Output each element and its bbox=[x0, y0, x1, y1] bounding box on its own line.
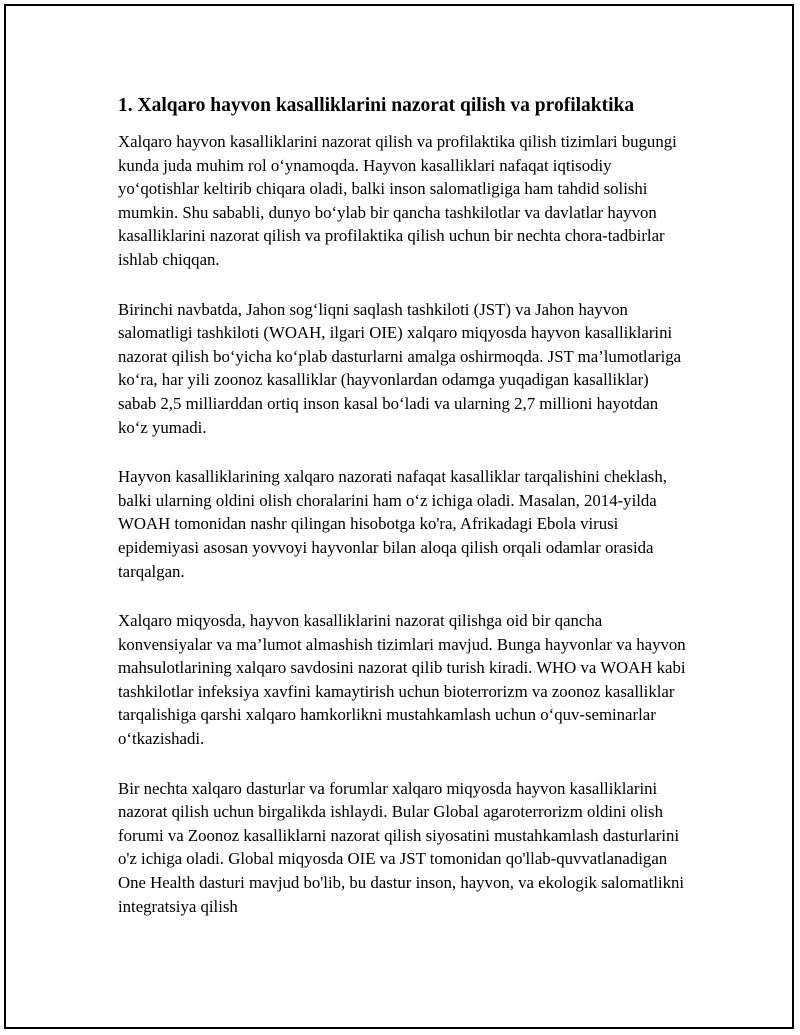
paragraph-3: Hayvon kasalliklarining xalqaro nazorati nafaqat kasalliklar tarqalishini cheklash, balki ularning oldini olish choralarini ham o‘z ichiga oladi. Masalan, 2014-yilda WOAH tomonidan nashr qilingan hisobotga ko'ra, Afrikadagi Ebola virusi epidemiyasi asosan yovvoyi hayvonlar bilan aloqa qilish orqali odamlar orasida tarqalgan. bbox=[118, 467, 667, 581]
paragraph-2: Birinchi navbatda, Jahon sog‘liqni saqlash tashkiloti (JST) va Jahon hayvon salomatligi tashkiloti (WOAH, ilgari OIE) xalqaro miqyosda hayvon kasalliklarini nazorat qilish bo‘yicha ko‘plab dasturlarni amalga oshirmoqda. JST ma’lumotlariga ko‘ra, har yili zoonoz kasalliklar (hayvonlardan odamga yuqadigan kasalliklar) sabab 2,5 milliarddan ortiq inson kasal bo‘ladi va ularning 2,7 millioni hayotdan ko‘z yumadi. bbox=[118, 299, 682, 437]
paragraph-1: Xalqaro hayvon kasalliklarini nazorat qilish va profilaktika qilish tizimlari bugungi kunda juda muhim rol o‘ynamoqda. Hayvon kasalliklari nafaqat iqtisodiy yo‘qotishlar keltirib chiqara oladi, balki inson salomatligiga ham tahdid solishi mumkin. Shu sababli, dunyo bo‘ylab bir qancha tashkilotlar va davlatlar hayvon kasalliklarini nazorat qilish va profilaktika qilish uchun bir nechta chora-tadbirlar ishlab chiqqan. bbox=[118, 132, 677, 269]
document-body bbox=[118, 92, 690, 944]
section-heading: 1. Xalqaro hayvon kasalliklarini nazorat qilish va profilaktika bbox=[118, 95, 635, 116]
paragraph-5: Bir nechta xalqaro dasturlar va forumlar xalqaro miqyosda hayvon kasalliklarini nazorat qilish uchun birgalikda ishlaydi. Bular Global agaroterrorizm oldini olish forumi va Zoonoz kasalliklarni nazorat qilish siyosatini mustahkamlash dasturlarini o'z ichiga oladi. Global miqyosda OIE va JST tomonidan qo'llab-quvvatlanadigan One Health dasturi mavjud bo'lib, bu dastur inson, hayvon, va ekologik salomatlikni integratsiya qilish bbox=[118, 778, 685, 916]
paragraph-4: Xalqaro miqyosda, hayvon kasalliklarini nazorat qilishga oid bir qancha konvensiyalar va ma’lumot almashish tizimlari mavjud. Bunga hayvonlar va hayvon mahsulotlarining xalqaro savdosini nazorat qilib turish kiradi. WHO va WOAH kabi tashkilotlar infeksiya xavfini kamaytirish uchun bioterrorizm va zoonoz kasalliklar tarqalishiga qarshi xalqaro hamkorlikni mustahkamlash uchun o‘quv-seminarlar o‘tkazishadi. bbox=[118, 611, 686, 749]
